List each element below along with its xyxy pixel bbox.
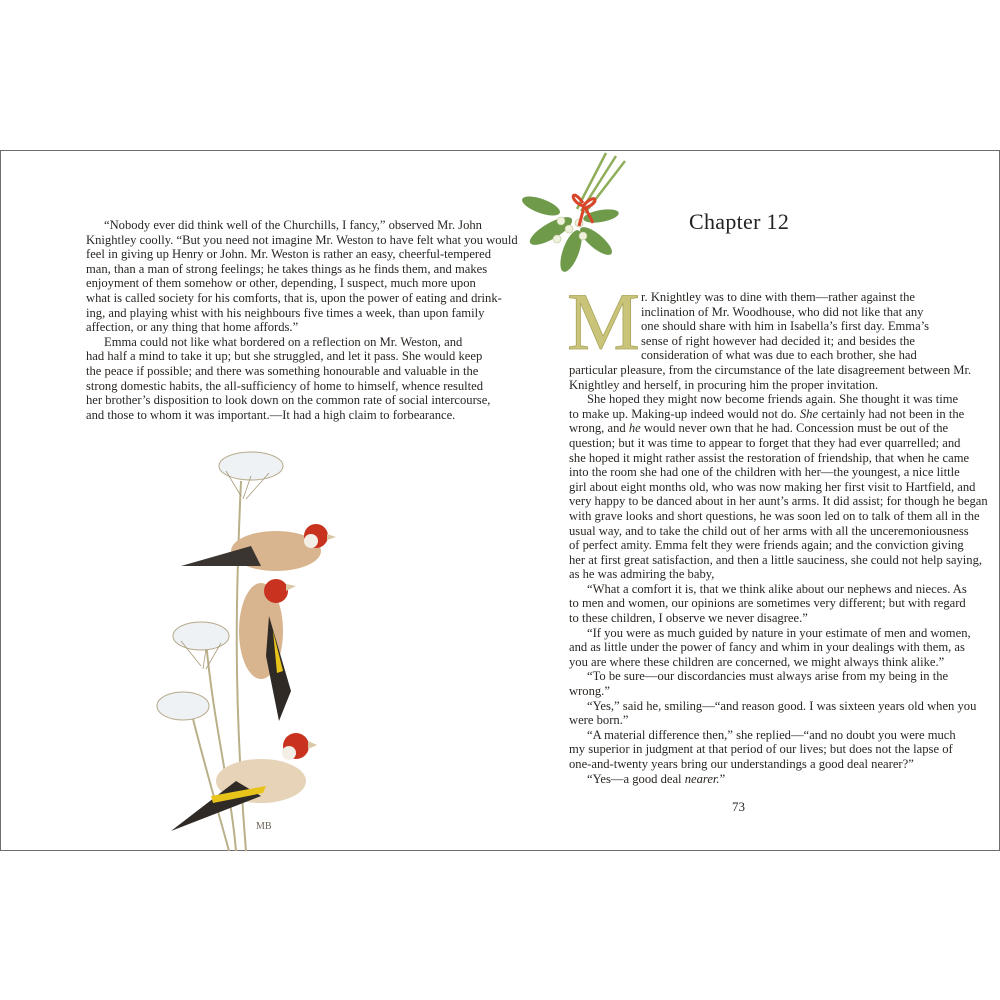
text-segment: girl about eight months old, who was now making her first visit to Hartfield, and (569, 479, 976, 494)
text-line (86, 349, 483, 364)
text-line (569, 435, 961, 451)
text-segment: consideration of what was due to each brother, she had (641, 348, 917, 363)
text-segment: ” (719, 771, 726, 786)
italic-text: nearer. (684, 771, 720, 786)
text-line (86, 261, 488, 277)
mistletoe-illustration (521, 151, 631, 281)
text-line (641, 304, 924, 320)
text-segment: question; but it was time to appear to forget that they had ever quarrelled; and (569, 435, 961, 450)
text-segment: ing, and playing whist with his neighbours five times a week, than upon family (86, 305, 485, 320)
text-segment: one should share with him in Isabella’s first day. Emma’s (641, 319, 930, 334)
text-segment: certainly had not been in the (818, 406, 965, 421)
text-segment: “A material difference then,” she replied—“and no doubt you were much (587, 727, 956, 742)
svg-text:M: M (567, 287, 639, 353)
text-segment: to make up. Making-up indeed would not do. (569, 406, 800, 421)
text-line (569, 625, 971, 641)
text-segment: feel in giving up Henry or John. Mr. Weston is rather an easy, cheerful-tempered (86, 247, 492, 262)
italic-text: She (799, 406, 819, 421)
text-segment: r. Knightley was to dine with them—rather against the (641, 290, 915, 304)
paragraph (86, 218, 518, 335)
paragraph (569, 669, 949, 699)
text-line (86, 334, 463, 350)
text-segment: her at first great satisfaction, and then a little sauciness, she could not help saying, (569, 552, 983, 567)
text-segment: Emma could not like what bordered on a reflection on Mr. Weston, and (104, 334, 463, 349)
goldfinch-middle (239, 579, 296, 721)
text-line (86, 363, 479, 379)
text-line (569, 772, 915, 787)
text-segment: “What a comfort it is, that we think alike about our nephews and nieces. As (587, 581, 967, 596)
text-line (86, 218, 482, 233)
text-segment: you are where these children are concerned, we might always think alike.” (569, 654, 945, 669)
text-segment: enjoyment of them somehow or other, depending, I suspect, much more upon (86, 276, 476, 291)
text-segment: usual way, and to take the child out of her arms with all the unceremoniousness (569, 523, 969, 538)
text-line (641, 334, 915, 349)
text-line (569, 494, 988, 509)
text-segment: wrong, and (569, 421, 629, 436)
text-segment: with grave looks and short questions, he was soon led on to talk of them all in the (569, 508, 980, 523)
text-segment: my superior in judgment at that period of our lives; but does not the lapse of (569, 742, 953, 757)
opening-paragraph (569, 290, 972, 392)
text-line (641, 348, 915, 363)
text-line (569, 698, 977, 714)
left-page-text (86, 218, 518, 422)
text-segment: would never own that he had. Concession must be out of the (640, 421, 949, 436)
text-segment: of perfect amity. Emma felt they were friends again; and the conviction giving (569, 538, 964, 553)
text-line (86, 305, 485, 321)
text-segment: were born.” (569, 713, 629, 728)
text-segment: the peace if possible; and there was something honourable and valuable in the (86, 363, 479, 378)
text-segment: to men and women, our opinions are sometimes very different; but with regard (569, 596, 966, 611)
text-line (569, 640, 965, 655)
text-line (86, 290, 502, 306)
text-segment: “If you were as much guided by nature in your estimate of men and women, (587, 625, 971, 640)
paragraph (569, 392, 988, 582)
text-line (569, 392, 959, 407)
goldfinches-illustration (151, 441, 341, 861)
text-segment: “Yes—a good deal (587, 771, 685, 786)
right-page-text (569, 290, 988, 786)
text-segment: and those to whom it was important.—It had a high claim to forbearance. (86, 407, 456, 422)
text-line (569, 465, 960, 480)
paragraph (569, 698, 977, 728)
text-line (569, 727, 956, 743)
text-segment: what is called society for his comforts, that is, upon the power of eating and drink- (86, 290, 502, 305)
illustrator-signature: MB (256, 821, 272, 832)
text-segment: inclination of Mr. Woodhouse, who did not like that any (641, 304, 924, 319)
text-segment: wrong.” (569, 684, 610, 699)
text-segment: sense of right however had decided it; and besides the (641, 333, 915, 348)
text-segment: “To be sure—our discordancies must always arise from my being in the (587, 669, 949, 684)
text-line (569, 552, 983, 568)
text-line (86, 320, 408, 335)
paragraph (569, 772, 915, 787)
text-line (569, 421, 949, 436)
text-segment: had half a mind to take it up; but she struggled, and let it pass. She would keep (86, 349, 483, 364)
text-segment: to these children, I observe we never disagree.” (569, 611, 808, 626)
text-line (569, 538, 964, 553)
text-line (569, 713, 915, 728)
text-line (569, 479, 976, 495)
text-segment: and as little under the power of fancy and whim in your dealings with them, as (569, 640, 965, 655)
text-line (569, 508, 980, 524)
text-segment: “Nobody ever did think well of the Churchills, I fancy,” observed Mr. John (104, 218, 482, 232)
text-line (569, 654, 945, 670)
text-line (569, 757, 915, 772)
text-segment: she hoped it might rather assist the restoration of friendship, that when he came (569, 450, 970, 465)
text-segment: strong domestic habits, the all-sufficiency of home to himself, whence resulted (86, 378, 484, 393)
text-segment: very happy to be danced about in her aunt’s arms. It did assist; for though he began (569, 494, 988, 509)
italic-text: he (628, 421, 641, 436)
text-line (86, 276, 476, 291)
text-line (569, 596, 966, 611)
text-line (641, 290, 915, 305)
text-line (569, 378, 915, 393)
text-line (569, 742, 953, 757)
text-line (86, 247, 492, 262)
text-line (569, 669, 949, 684)
text-line (86, 232, 518, 248)
paragraph (569, 727, 956, 772)
text-segment: as he was admiring the baby, (569, 567, 715, 582)
text-line (86, 378, 484, 394)
text-line (569, 611, 915, 626)
text-line (569, 523, 969, 539)
text-line (569, 362, 972, 378)
book-spread (0, 150, 1000, 851)
text-segment: Knightley coolly. “But you need not imagine Mr. Weston to have felt what you would (86, 232, 518, 247)
paragraph (86, 334, 491, 423)
text-line (86, 393, 491, 408)
text-line (569, 450, 970, 466)
paragraph (569, 625, 971, 670)
text-segment: one-and-twenty years bring our understandings a good deal nearer?” (569, 757, 914, 771)
text-segment: particular pleasure, from the circumstance of the late disagreement between Mr. (569, 362, 972, 377)
goldfinch-top (181, 524, 336, 571)
text-line (569, 581, 967, 597)
text-line (641, 319, 930, 334)
page-number: 73 (732, 799, 745, 814)
text-segment: Knightley and herself, in procuring him the proper invitation. (569, 377, 879, 392)
text-segment: “Yes,” said he, smiling—“and reason good. I was sixteen years old when you (587, 698, 977, 713)
paragraph (569, 581, 967, 626)
text-line (569, 684, 915, 699)
text-line (569, 567, 915, 582)
text-line (86, 407, 456, 423)
text-line (569, 406, 965, 422)
chapter-title: Chapter 12 (689, 209, 790, 234)
text-segment: affection, or any thing that home affords.” (86, 320, 299, 335)
text-segment: into the room she had one of the children with her—the youngest, a nice little (569, 465, 960, 480)
text-segment: man, than a man of strong feelings; he takes things as he finds them, and makes (86, 261, 488, 276)
text-segment: She hoped they might now become friends again. She thought it was time (587, 392, 959, 407)
text-segment: her brother’s disposition to look down on the common rate of social intercourse, (86, 393, 491, 408)
